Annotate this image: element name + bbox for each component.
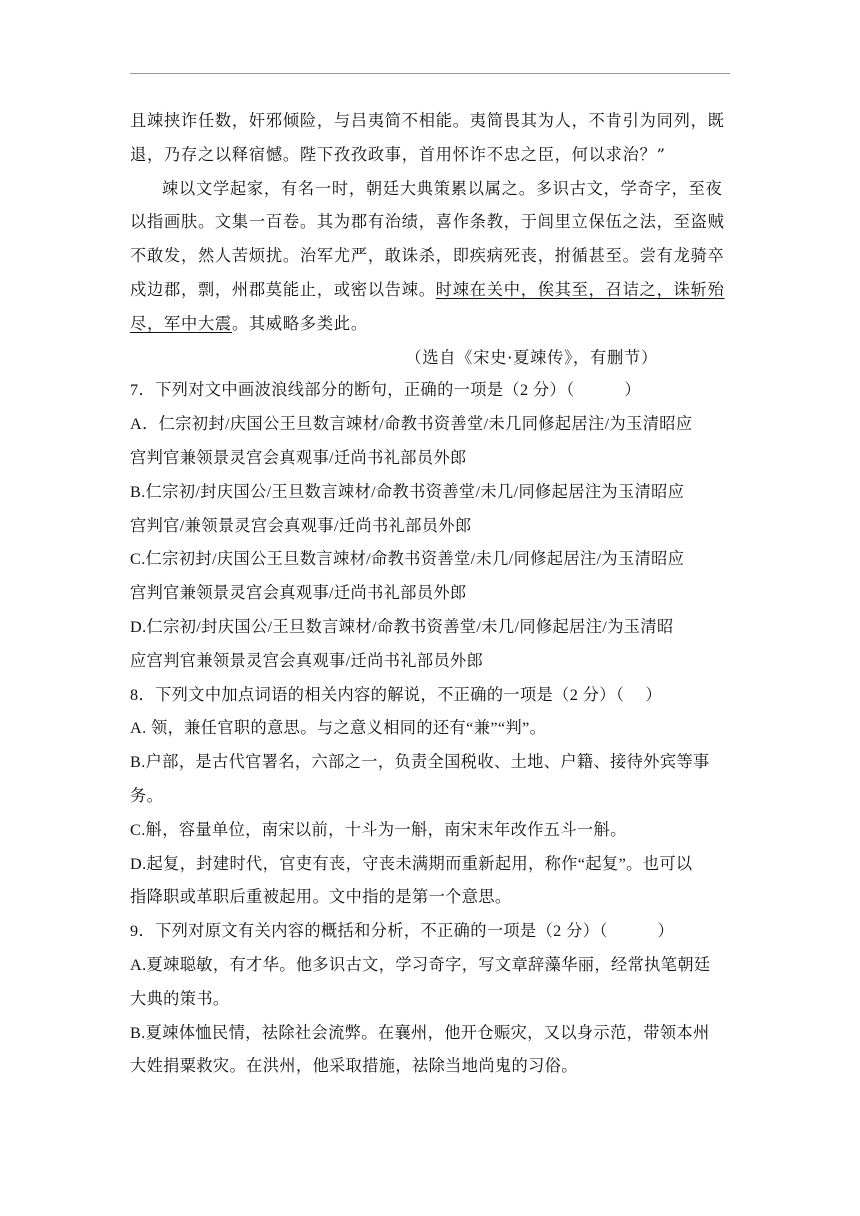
question-9 xyxy=(130,915,730,1084)
option-c: C.斛，容量单位，南宋以前，十斗为一斛，南宋末年改作五斗一斛。 xyxy=(130,820,627,839)
passage-line: 不敢发，然人苦烦扰。治军尤严，敢诛杀，即疾病死丧，拊循甚至。尝有龙骑卒 xyxy=(130,246,725,266)
option-d: D.起复，封建时代，官吏有丧，守丧未满期而重新起用，称作“起复”。也可以 xyxy=(130,854,693,873)
option-a: A．仁宗初封/庆国公王旦数言竦材/命教书资善堂/未几同修起居注/为玉清昭应 xyxy=(130,415,693,434)
option-b: B.仁宗初/封庆国公/王旦数言竦材/命教书资善堂/未几/同修起居注为玉清昭应 xyxy=(130,482,685,501)
option-c-cont: 宫判官兼领景灵宫会真观事/迁尚书礼部员外郎 xyxy=(130,584,467,603)
source-citation: （选自《宋史·夏竦传》，有删节） xyxy=(405,347,658,367)
passage-line: 且竦挟诈任数，奸邪倾险，与吕夷简不相能。夷简畏其为人，不肯引为同列，既 xyxy=(130,111,725,130)
passage-block xyxy=(130,104,730,374)
passage-line xyxy=(130,273,730,307)
question-stem: 7．下列对文中画波浪线部分的断句，正确的一项是（2 分）（ ） xyxy=(130,381,641,400)
option-b: B.夏竦体恤民情，祛除社会流弊。在襄州，他开仓赈灾，又以身示范，带领本州 xyxy=(130,1023,710,1042)
passage-line-text: 。其威略多类此。 xyxy=(231,313,368,333)
option-a-cont: 宫判官兼领景灵宫会真观事/迁尚书礼部员外郎 xyxy=(130,448,467,467)
document-page xyxy=(130,104,730,1084)
underlined-sentence: 尽，军中大震 xyxy=(130,313,232,333)
option-a: A. 领，兼任官职的意思。与之意义相同的还有“兼”“判”。 xyxy=(130,719,547,738)
option-b-cont: 宫判官/兼领景灵宫会真观事/迁尚书礼部员外郎 xyxy=(130,516,472,535)
option-c: C.仁宗初封/庆国公王旦数言竦材/命教书资善堂/未几/同修起居注/为玉清昭应 xyxy=(130,550,685,569)
passage-line-text: 戍边郡，剽，州郡莫能止，或密以告竦。 xyxy=(130,279,436,299)
passage-line: 退，乃存之以释宿憾。陛下孜孜政事，首用怀诈不忠之臣，何以求治？” xyxy=(130,144,666,164)
option-a: A.夏竦聪敏，有才华。他多识古文，学习奇字，写文章辞藻华丽，经常执笔朝廷 xyxy=(130,955,711,974)
question-7 xyxy=(130,374,730,678)
option-b-cont: 务。 xyxy=(130,786,164,805)
option-d-cont: 应宫判官兼领景灵宫会真观事/迁尚书礼部员外郎 xyxy=(130,651,484,670)
option-a-cont: 大典的策书。 xyxy=(130,989,230,1008)
header-divider xyxy=(130,73,730,74)
option-d: D.仁宗初/封庆国公/王旦数言竦材/命教书资善堂/未几/同修起居注/为玉清昭 xyxy=(130,617,674,636)
underlined-sentence: 时竦在关中，俟其至，召诘之，诛斩殆 xyxy=(435,279,725,299)
option-b: B.户部，是古代官署名，六部之一，负责全国税收、土地、户籍、接待外宾等事 xyxy=(130,753,710,772)
passage-line xyxy=(130,307,730,341)
option-b-cont: 大姓捐粟救灾。在洪州，他采取措施，祛除当地尚鬼的习俗。 xyxy=(130,1057,578,1076)
passage-line: 以指画肤。文集一百卷。其为郡有治绩，喜作条教，于闾里立保伍之法，至盗贼 xyxy=(130,212,725,232)
question-stem: 9．下列对原文有关内容的概括和分析，不正确的一项是（2 分）（ ） xyxy=(130,922,675,941)
option-d-cont: 指降职或革职后重被起用。文中指的是第一个意思。 xyxy=(130,888,512,907)
question-8 xyxy=(130,679,730,916)
question-stem: 8．下列文中加点词语的相关内容的解说，不正确的一项是（2 分）（ ） xyxy=(130,685,662,704)
passage-line: 竦以文学起家，有名一时，朝廷大典策累以属之。多识古文，学奇字，至夜 xyxy=(162,178,723,198)
